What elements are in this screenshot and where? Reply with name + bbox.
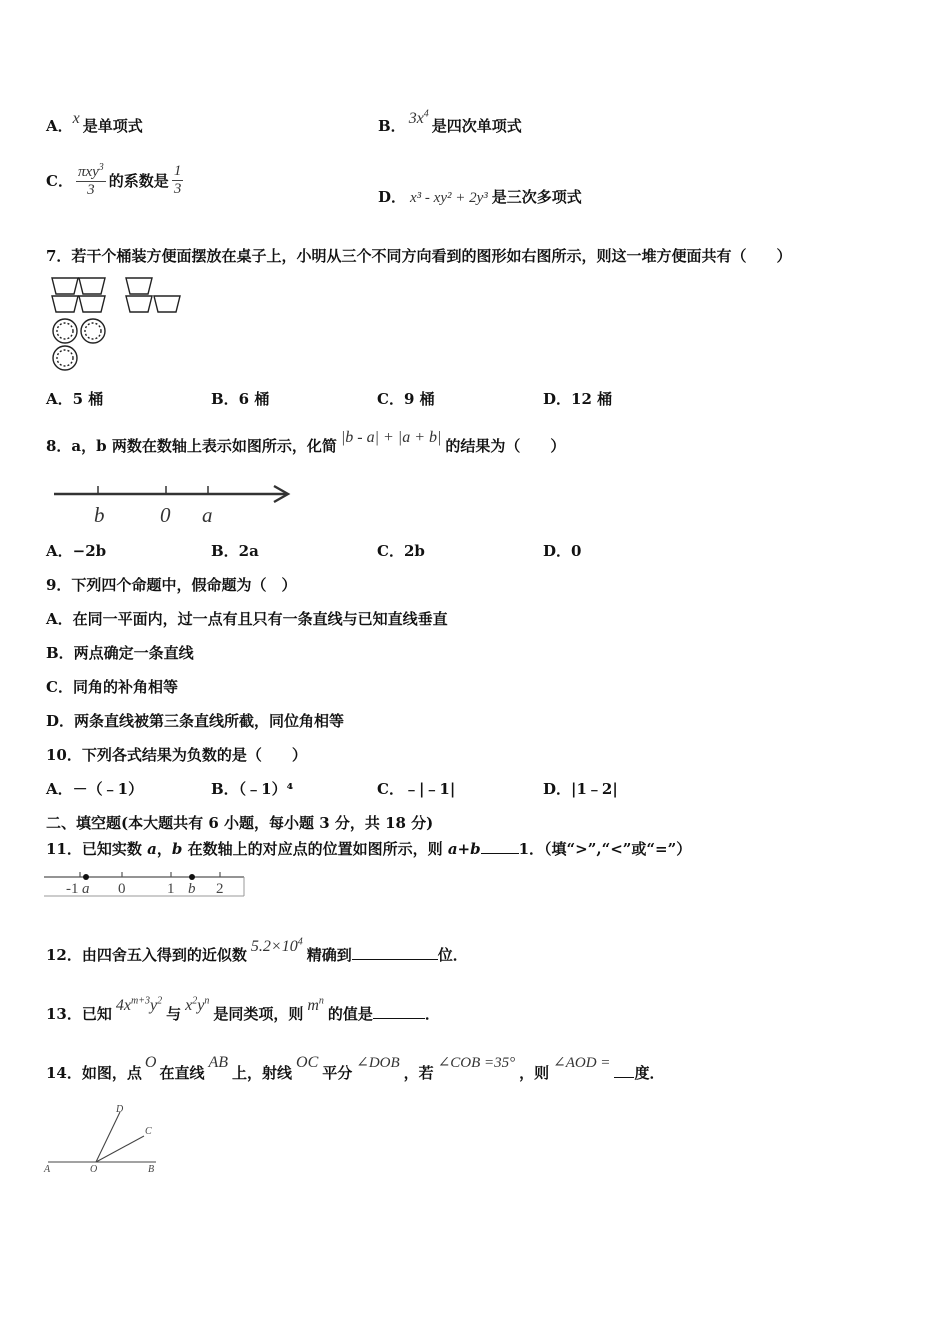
- q7-option-a: A．5 桶: [46, 390, 104, 408]
- q11-axis-label-neg1: -1: [66, 881, 79, 897]
- q9-stem: 9．下列四个命题中，假命题为（ ）: [46, 576, 297, 594]
- q7-option-b: B．6 桶: [211, 390, 270, 408]
- q7-stem: 7．若干个桶装方便面摆放在桌子上，小明从三个不同方向看到的图形如右图所示，则这一堆方便面共有（ ）: [46, 247, 792, 265]
- q10-option-a: A．－（﹣1）: [46, 780, 144, 798]
- q9-option-a: A．在同一平面内，过一点有且只有一条直线与已知直线垂直: [46, 610, 448, 628]
- q6-option-c: C． $\frac{\pi xy^3}{3}$ 的系数是 $\frac{1}{3}$: [46, 162, 182, 198]
- q7-three-views-figure: [46, 272, 191, 376]
- q7-option-d: D．12 桶: [543, 390, 613, 408]
- q13-stem: 13．已知 $4x^{m+3}y^2$与 $x^2y^n$是同类项，则 $m^n$的值是 ．: [46, 995, 440, 1023]
- q6-b-math: $3x^4$: [408, 108, 429, 127]
- q10-option-b: B．（﹣1）⁴: [211, 780, 294, 798]
- q6-c-coefficient: $\frac{1}{3}$: [173, 163, 182, 197]
- q8-axis-label-0: 0: [160, 503, 171, 527]
- q6-c-fraction: $\frac{\pi xy^3}{3}$: [77, 162, 104, 198]
- q14-stem: 14．如图，点O在直线AB上，射线OC平分∠DOB，若∠COB =35°，则∠AOD =度．: [46, 1054, 665, 1082]
- q11-answer-blank[interactable]: [481, 853, 519, 854]
- q11-point-b: [189, 874, 195, 880]
- section-2-title: 二、填空题(本大题共有 6 小题，每小题 3 分，共 18 分): [46, 814, 434, 832]
- q13-expression-2: $x^2y^n$: [185, 995, 210, 1014]
- q11-point-a: [83, 874, 89, 880]
- q13-answer-blank[interactable]: [373, 1018, 425, 1019]
- q8-option-a: A．−2b: [46, 542, 107, 560]
- q14-angle-figure: [42, 1100, 164, 1180]
- q6-option-b: B． $3x^4$是四次单项式: [378, 108, 522, 135]
- q8-option-b: B．2a: [211, 542, 259, 560]
- q14-answer-blank[interactable]: [614, 1077, 634, 1078]
- q13-expression-1: $4x^{m+3}y^2$: [115, 995, 163, 1014]
- q10-option-d: D．|1﹣2|: [543, 780, 618, 798]
- q8-axis-label-a: a: [202, 503, 213, 527]
- q14-label-d: D: [116, 1104, 124, 1115]
- q8-stem: 8．a，b 两数在数轴上表示如图所示，化简 |b - a| + |a + b| 的结果为（ ）: [46, 429, 566, 455]
- q6-d-math: x³ - xy² + 2y³: [410, 190, 488, 206]
- q10-stem: 10．下列各式结果为负数的是（ ）: [46, 746, 307, 764]
- q9-option-d: D．两条直线被第三条直线所截，同位角相等: [46, 712, 345, 730]
- q14-label-a: A: [44, 1164, 51, 1175]
- q8-number-line: [52, 480, 292, 528]
- q14-label-o: O: [90, 1164, 98, 1175]
- q11-axis-label-0: 0: [118, 881, 126, 897]
- q14-label-c: C: [145, 1126, 152, 1137]
- q8-option-d: D．0: [543, 542, 582, 560]
- q11-number-line: [44, 868, 249, 900]
- q7-option-c: C．9 桶: [377, 390, 435, 408]
- q8-axis-label-b: b: [94, 503, 105, 527]
- q6-option-a: A．x 是单项式: [46, 110, 143, 135]
- q9-option-b: B．两点确定一条直线: [46, 644, 194, 662]
- q8-expression: |b - a| + |a + b|: [340, 429, 442, 446]
- q13-power: $m^n$: [307, 995, 324, 1014]
- q8-option-c: C．2b: [377, 542, 425, 560]
- q12-stem: 12．由四舍五入得到的近似数 $5.2\times 10^4$精确到 位．: [46, 936, 468, 964]
- q14-label-b: B: [148, 1164, 155, 1175]
- q10-option-c: C．﹣|﹣1|: [377, 780, 456, 798]
- q6-a-math: x: [72, 110, 80, 127]
- q12-math: $5.2\times 10^4$: [250, 936, 303, 955]
- q6-option-d: D． x³ - xy² + 2y³ 是三次多项式: [378, 188, 582, 206]
- q11-axis-label-2: 2: [216, 881, 224, 897]
- q11-stem: 11．已知实数 a，b 在数轴上的对应点的位置如图所示，则 a+b 1．（填“>”,“<”或“=”）: [46, 840, 692, 858]
- q11-axis-label-1: 1: [167, 881, 175, 897]
- q9-option-c: C．同角的补角相等: [46, 678, 178, 696]
- q11-axis-label-b: b: [188, 881, 196, 897]
- q12-answer-blank[interactable]: [352, 959, 438, 960]
- q11-axis-label-a: a: [82, 881, 90, 897]
